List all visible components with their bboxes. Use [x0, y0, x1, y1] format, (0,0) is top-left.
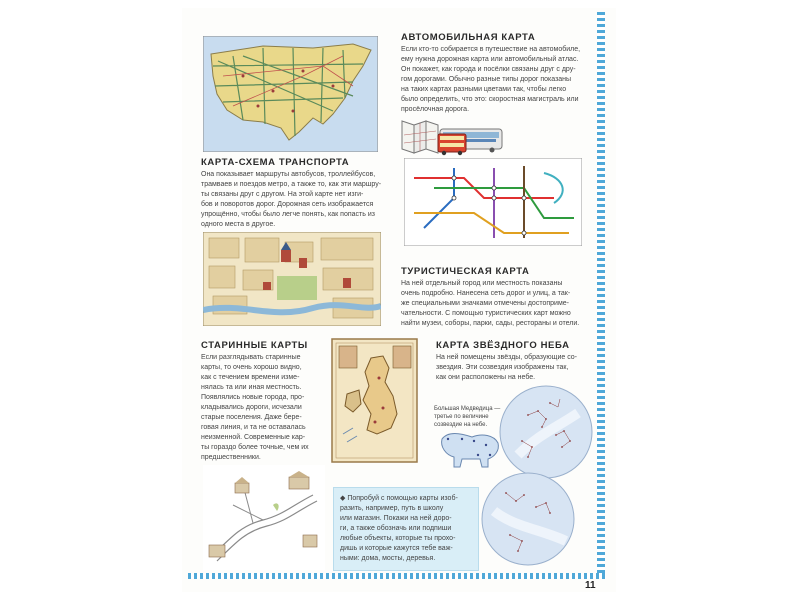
old-maps-text [201, 353, 323, 463]
star-map-text [436, 353, 596, 383]
text-line: говая линия, и та не оставалась [201, 424, 306, 431]
path-sketch-image [203, 465, 325, 570]
text-line: очень подробно. Нанесена сеть дорог и улиц, а так- [401, 290, 571, 297]
page-number: 11 [585, 580, 596, 591]
metro-scheme-image [404, 158, 582, 246]
text-line: чательности. С помощью туристических карт можно [401, 310, 571, 317]
text-line: ными: дома, мосты, деревья. [340, 555, 436, 562]
text-line: старые поселения. Даже бере- [201, 414, 302, 421]
tip-text [340, 494, 474, 564]
text-line: ги, а также обозначь или подпиши [340, 525, 452, 532]
star-map-title: КАРТА ЗВЁЗДНОГО НЕБА [436, 340, 570, 351]
text-line: ты гораздо более точные, чем их [201, 444, 309, 451]
text-line: неизменной. Современные кар- [201, 434, 306, 441]
road-map-title: АВТОМОБИЛЬНАЯ КАРТА [401, 32, 536, 43]
usa-road-map-image [203, 36, 378, 152]
text-line: ему нужна дорожная карта или автомобильный атлас. [401, 56, 579, 63]
road-map-text [401, 45, 596, 115]
text-line: или магазин. Покажи на ней доро- [340, 515, 452, 522]
text-line: звездия. Эти созвездия изображены так, [436, 364, 569, 371]
text-line: Если разглядывать старинные [201, 354, 301, 361]
text-line: одного места в другое. [201, 221, 276, 228]
text-line: Большая Медведица — [434, 406, 501, 412]
great-bear-image [438, 425, 504, 469]
text-line: разить, например, путь в школу [340, 505, 444, 512]
text-line: Она показывает маршруты автобусов, троллейбусов, [201, 171, 376, 178]
text-line: предшественники. [201, 454, 261, 461]
text-line: найти музеи, соборы, парки, сады, рестораны и отели. [401, 320, 580, 327]
text-line: Он покажет, как города и посёлки связаны друг с дру- [401, 66, 576, 73]
text-line: как они расположены на небе. [436, 374, 536, 381]
antique-map-image [331, 338, 418, 463]
tourist-map-title: ТУРИСТИЧЕСКАЯ КАРТА [401, 266, 530, 277]
text-line: Появлялись новые города, про- [201, 394, 305, 401]
text-line: просёлочная дорога. [401, 106, 470, 113]
text-line: Если кто-то собирается в путешествие на автомобиле, [401, 46, 581, 53]
red-bus-image [437, 132, 467, 156]
text-line: нялась та или иная местность. [201, 384, 302, 391]
text-line: же специальными значками отмечены достоприме- [401, 300, 569, 307]
text-line: На ней отдельный город или местность показаны [401, 280, 563, 287]
text-line: На ней помещены звёзды, образующие со- [436, 354, 577, 361]
text-line: упрощённо, чтобы было легче понять, как попасть из [201, 211, 375, 218]
star-map-north-image [498, 385, 594, 479]
text-line: дишь и которые кажутся тебе важ- [340, 545, 453, 552]
text-line: карты, то очень хорошо видно, [201, 364, 302, 371]
text-line: бов и поворотов дорог. Дорожная сеть изображается [201, 201, 374, 208]
text-line: как с течением времени изме- [201, 374, 300, 381]
decorative-border-right [597, 12, 605, 578]
text-line: любые объекты, которые ты прохо- [340, 535, 456, 542]
transport-map-title: КАРТА-СХЕМА ТРАНСПОРТА [201, 157, 350, 168]
text-line: ◆ Попробуй с помощью карты изоб- [340, 495, 458, 502]
text-line: гом дорогами. Обычно разные типы дорог показаны [401, 76, 572, 83]
text-line: созвездие на небе. [434, 422, 488, 428]
tourist-city-map-image [203, 232, 381, 326]
text-line: трамваев и поездов метро, а также то, как эти маршру- [201, 181, 382, 188]
decorative-border-bottom [188, 573, 606, 579]
text-line: на таких картах разными цветами так, чтобы легко [401, 86, 567, 93]
tip-box [333, 487, 479, 571]
star-map-south-image [480, 471, 576, 567]
text-line: было определить, что это: скоростная магистраль или [401, 96, 579, 103]
transport-map-text [201, 170, 391, 230]
tourist-map-text [401, 279, 596, 329]
old-maps-title: СТАРИННЫЕ КАРТЫ [201, 340, 308, 351]
text-line: кладывались дороги, исчезали [201, 404, 302, 411]
text-line: третье по величине [434, 414, 489, 420]
text-line: ты связаны друг с другом. На этой карте нет изги- [201, 191, 364, 198]
